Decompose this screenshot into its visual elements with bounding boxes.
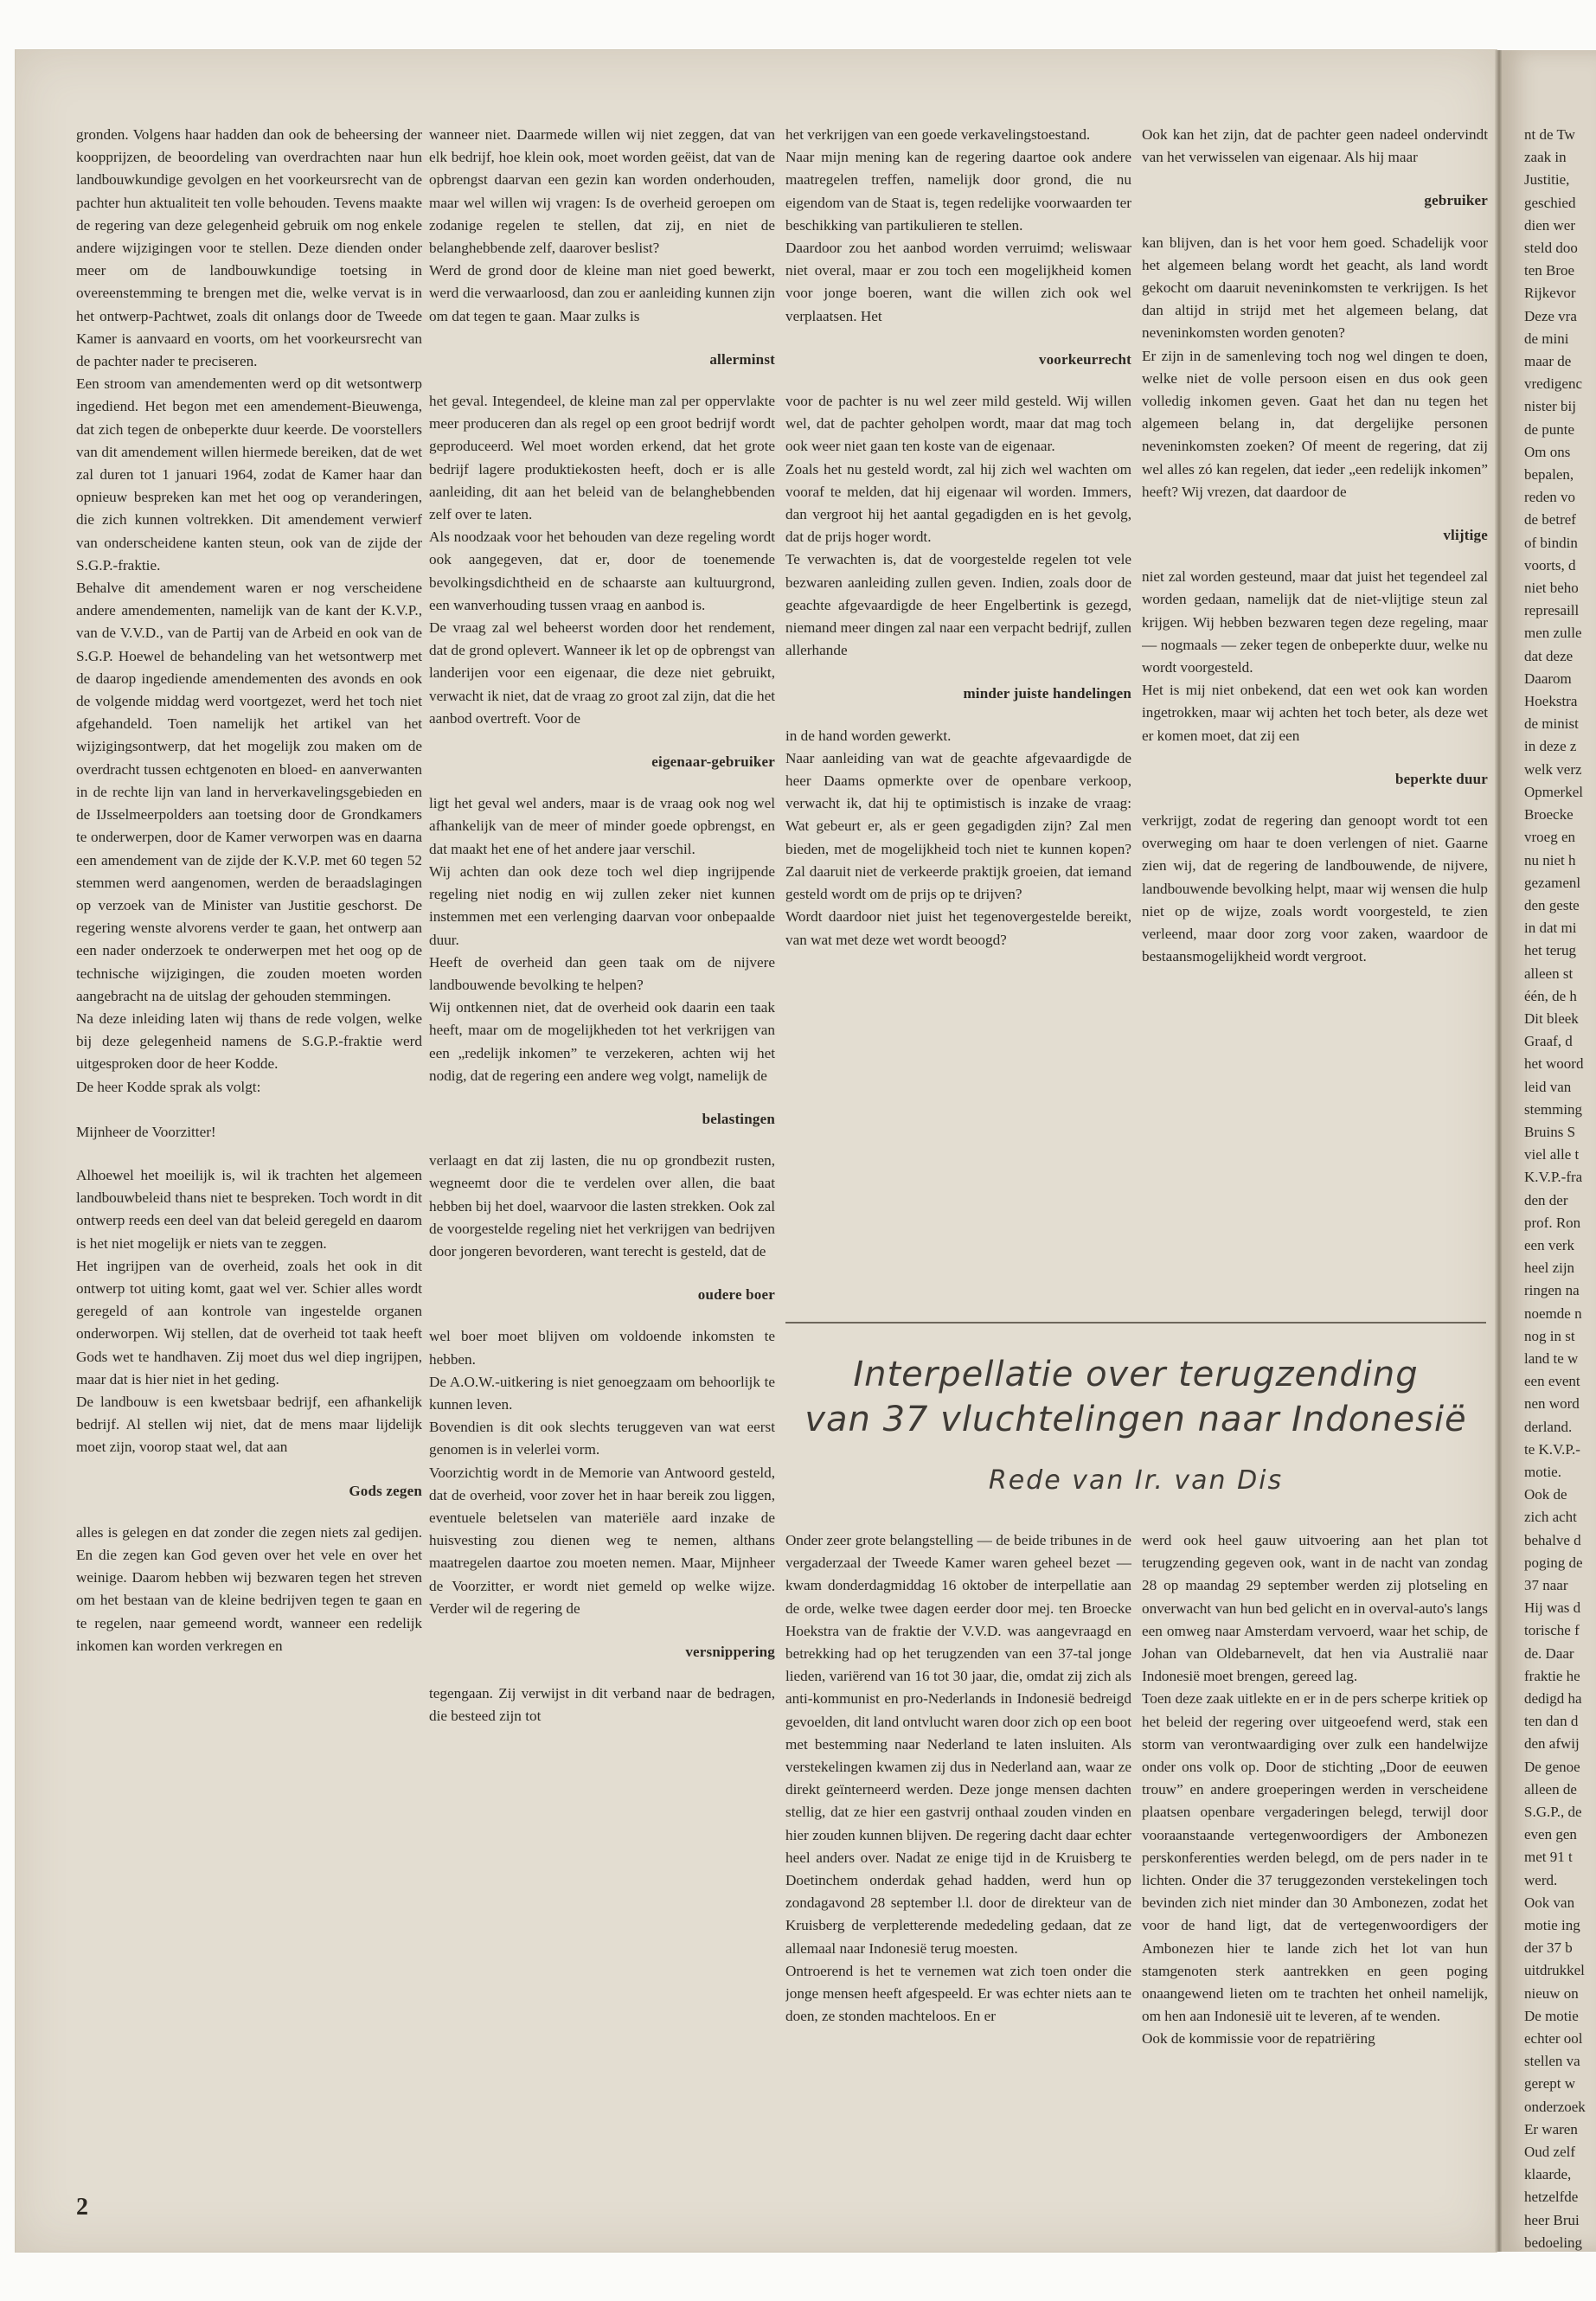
subheading: oudere boer <box>697 1286 775 1304</box>
paragraph: Naar mijn mening kan de regering daartoe ook andere maatregelen treffen, namelijk door grond, die nu eigendom van de Staat is, tegen redelijke voorwaarden ter beschikking van partikulieren te stellen. <box>785 149 1131 234</box>
adjacent-page-edge <box>1502 50 1596 2252</box>
paragraph: Een stroom van amendementen werd op dit wetsontwerp ingediend. Het begon met een amendement-Bieuwenga, dat zich tegen de onbeperkte duur keerde. De voorstellers van dit amendement willen hiermede bereiken, dat de wet zal duren tot 1 januari 1964, zodat de Kamer haar dan opnieuw bespreken kan met het oog op veranderingen, die zich kunnen voltrekken. Dit amendement verwierf van onderscheidene kanten steun, ook van de zijde der S.G.P.-fraktie. <box>76 375 422 574</box>
paragraph: voor de pachter is nu wel zeer mild gesteld. Wij willen wel, dat de pachter geholpen wordt, maar dat mag toch ook weer niet gaan ten koste van de eigenaar. <box>785 393 1131 455</box>
paragraph: Onder zeer grote belangstelling — de beide tribunes in de vergaderzaal der Tweede Kamer waren geheel bezet — kwam donderdagmiddag 16 oktober de interpellatie aan de orde, welke twee dagen eerder door mej. ten Broecke Hoekstra van de fraktie der V.V.D. was aangevraagd en betrekking had op het terugzenden van een 37-tal jonge lieden, variërend van 16 tot 30 jaar, die, omdat zij zich als anti-kommunist en pro-Nederlands in Indonesië bedreigd gevoelden, dit land ontvlucht waren door zich op een boot met bestemming naar Nederland te laten insluiten. Als verstekelingen kwamen zij dus in Nederland aan, waar ze direkt geïnterneerd werden. Deze jonge mensen dachten stellig, dat ze hier een gastvrij onthaal zouden vinden en hier zouden kunnen blijven. De regering dacht daar echter heel anders over. Nadat ze enige tijd in de Kruisberg te Doetinchem onderdak gehad hadden, werd hun op zondagavond 28 september l.l. door de direkteur van de Kruisberg de verpletterende mededeling gedaan, dat ze allemaal naar Indonesië terug moesten. <box>785 1532 1131 1957</box>
subheading: belastingen <box>702 1110 775 1127</box>
paragraph: Ontroerend is het te vernemen wat zich toen onder die jonge mensen heeft afgespeeld. Er was echter niets aan te doen, ze stonden machteloos. En er <box>785 1962 1131 2025</box>
paragraph: Als noodzaak voor het behouden van deze regeling wordt ook aangegeven, dat er, door de toenemende bevolkingsdichtheid en de schaarste aan kultuurgrond, een wanverhouding tussen vraag en aanbod is. <box>429 529 775 613</box>
article-divider <box>785 1322 1486 1324</box>
headline-line-2: van 37 vluchtelingen naar Indonesië <box>804 1400 1467 1439</box>
page-number: 2 <box>76 2194 88 2221</box>
paragraph: in de hand worden gewerkt. <box>785 727 952 744</box>
paragraph: Te verwachten is, dat de voorgestelde regelen tot vele bezwaren aanleiding zullen geven. Indien, zoals door de geachte afgevaardigde de heer Engelbertink is gezegd, niemand meer dingen zal naar een verpacht bedrijf, zullen allerhande <box>785 551 1131 659</box>
paragraph: Daardoor zou het aanbod worden verruimd; weliswaar niet overal, maar er zou toch een mogelijkheid komen voor jonge boeren, want die willen zich ook wel verplaatsen. Het <box>785 240 1131 324</box>
paragraph: Behalve dit amendement waren er nog verscheidene andere amendementen, namelijk van de kant der K.V.P., van de V.V.D., van de Partij van de Arbeid en ook van de S.G.P. Hoewel de behandeling van het wetsontwerp met de daarop ingediende amendementen des avonds en ook de volgende middag werd voortgezet, werd het toch niet afgehandeld. Toen namelijk het artikel van het wijzigingsontwerp, dat het mogelijk zou maken om de overdracht tussen echtgenoten en bloed- en aanverwanten in de rechte lijn van land in herverkavelingsgebieden en de IJsselmeerpolders aan toetsing door de Grondkamers te onderwerpen, door de Kamer verworpen was en daarna een amendement van de zijde der K.V.P. met 60 tegen 52 stemmen werd aangenomen, werden de beraadslagingen op verzoek van de Minister van Justitie geschorst. De regering wenste alvorens verder te gaan, het ontwerp aan een nader onderzoek te onderwerpen met het oog op de technische wijzigingen, die zouden moeten worden aangebracht na de uitslag der gehouden stemmingen. <box>76 580 422 1004</box>
column-2 <box>429 124 775 2191</box>
paragraph: kan blijven, dan is het voor hem goed. Schadelijk voor het algemeen belang wordt het geacht, als land wordt gekocht om daaruit neveninkomsten te verkrijgen. Is het dan altijd in strijd met het algemeen belang, dat neveninkomsten worden genoten? <box>1142 234 1488 342</box>
paragraph: Heeft de overheid dan geen taak om de nijvere landbouwende bevolking te helpen? <box>429 953 775 993</box>
paragraph: Toen deze zaak uitlekte en er in de pers scherpe kritiek op het beleid der regering over uitgeoefend werd, stak een storm van verontwaardiging over zulk een handelwijze onder ons volk op. Door de stichting „Door de eeuwen trouw” en andere groeperingen werden in verscheidene plaatsen openbare vergaderingen belegd, terwijl door vooraanstaande vertegenwoordigers der Ambonezen perskonferenties werden belegd, om de pers nader in te lichten. Onder die 37 teruggezonden verstekelingen toch bevinden zich niet minder dan 30 Ambonezen, zodat het voor de hand ligt, dat de vertegenwoordigers der Ambonezen hier te lande zich het lot van hun stamgenoten sterk aantrekken en geen poging onaangewend lieten om te trachten het onheil namelijk, om hen aan Indonesië uit te leveren, af te wenden. <box>1142 1690 1488 2025</box>
subheading: gebruiker <box>1424 192 1488 209</box>
headline-line-1: Interpellatie over terugzending <box>853 1355 1419 1394</box>
paragraph: tegengaan. Zij verwijst in dit verband naar de bedragen, die besteed zijn tot <box>429 1685 775 1725</box>
paragraph: Bovendien is dit ook slechts teruggeven van wat eerst genomen is in velerlei vorm. <box>429 1419 775 1458</box>
subheading: eigenaar-gebruiker <box>651 753 775 771</box>
subheading: minder juiste handelingen <box>963 685 1131 702</box>
subheading: versnippering <box>685 1643 775 1660</box>
column-4-top <box>1142 124 1488 1183</box>
paragraph: Wordt daardoor niet juist het tegenovergestelde bereikt, van wat met deze wet wordt beoogd? <box>785 908 1131 948</box>
paragraph: Het is mij niet onbekend, dat een wet ook kan worden ingetrokken, maar wij achten het toch beter, als deze wet er komen moet, dat zij een <box>1142 682 1488 744</box>
paragraph: Zoals het nu gesteld wordt, zal hij zich wel wachten om vooraf te melden, dat hij eigenaar wil worden. Immers, dan vergroot hij het aantal gegadigden en is het gevolg, dat de prijs hoger wordt. <box>785 460 1131 546</box>
paragraph: Wij ontkennen niet, dat de overheid ook daarin een taak heeft, maar om de mogelijkheden tot het verkrijgen van een „redelijk inkomen” te verzekeren, achten wij het nodig, dat de regering een andere weg volgt, namelijk de <box>429 999 775 1084</box>
paragraph: Voorzichtig wordt in de Memorie van Antwoord gesteld, dat de overheid, voor zover het in haar bereik zou liggen, eventuele beletselen van materiële aard inzake de huisvesting zou dienen weg te nemen, althans maatregelen daartoe zou moeten nemen. Maar, Mijnheer de Voorzitter, er wordt niet gemeld op welke wijze. Verder wil de regering de <box>429 1464 775 1617</box>
paragraph: het verkrijgen van een goede verkavelingstoestand. <box>785 126 1091 143</box>
subheading: Gods zegen <box>349 1482 422 1499</box>
paragraph: De heer Kodde sprak als volgt: <box>76 1078 261 1095</box>
paragraph: Wij achten dan ook deze toch wel diep ingrijpende regeling niet nodig en wij zullen zeker niet kunnen instemmen met een verlenging daarvan voor onbepaalde duur. <box>429 862 775 948</box>
paragraph: Het ingrijpen van de overheid, zoals het ook in dit ontwerp tot uiting komt, gaat wel ver. Schier alles wordt geregeld of aan kontrole van ingestelde organen onderworpen. Wij stellen, dat de overheid tot taak heeft Gods wet te handhaven. Zij moet dus wel diep ingrijpen, maar dat is hier niet in het geding. <box>76 1257 422 1388</box>
paragraph: verkrijgt, zodat de regering dan genoopt wordt tot een overweging om haar te doen verlengen of niet. Gaarne zien wij, dat de regering de landbouwende, de nijvere, landbouwende bevolking helpt, maar wij wensen die hulp niet op de wijze, zoals wordt voorgesteld, te zien verleend, maar door zorg voor zaken, waardoor de bestaansmogelijkheid wordt vergroot. <box>1142 812 1488 965</box>
paragraph: wanneer niet. Daarmede willen wij niet zeggen, dat van elk bedrijf, hoe klein ook, moet worden geëist, dat van de opbrengst daarvan een gezin kan worden onderhouden, maar wel willen wij vragen: Is de overheid geroepen om zodanige regelen te stellen, dat zij, en niet de belanghebbende zelf, daarover beslist? <box>429 126 775 257</box>
paragraph: ligt het geval wel anders, maar is de vraag ook nog wel afhankelijk van de meer of minder goede opbrengst, en dat maakt het ene of het andere jaar verschil. <box>429 795 775 857</box>
paragraph: wel boer moet blijven om voldoende inkomsten te hebben. <box>429 1328 775 1368</box>
subheading: voorkeurrecht <box>1038 350 1131 368</box>
adjacent-page-text: nt de Tw zaak in Justitie, geschied dien wer steld doo ten Broe Rijkevor Deze vra de mini maar de vredigenc nister bij de punte Om ons bepalen, reden vo de betref of bindin voorts, d niet beho represaill men zulle dat deze Daarom Hoekstra de minist in deze z welk verz Opmerkel Broecke vroeg en nu niet h gezamenl den geste in dat mi het terug alleen st één, de h Dit bleek Graaf, d het woord leid van stemming Bruins S viel alle t K.V.P.-fra den der prof. Ron een verk heel zijn ringen na noemde n nog in st land te w een event nen word derland. te K.V.P.- motie. Ook de zich acht behalve d poging de 37 naar Hij was d torische f de. Daar fraktie he dedigd ha ten dan d den afwij De genoe alleen de S.G.P., de even gen met 91 t werd. Ook van motie ing der 37 b uitdrukkel nieuw on De motie echter ool stellen va gerept w onderzoek Er waren Oud zelf klaarde, hetzelfde heer Brui bedoeling <box>1524 126 1586 2251</box>
newspaper-page <box>16 50 1497 2252</box>
paragraph: gronden. Volgens haar hadden dan ook de beheersing der koopprijzen, de beoordeling van overdrachten naar hun landbouwkundige gevolgen en het voorkeursrecht van de pachter hun aktualiteit ten volle behouden. Tevens maakte de regering van deze gelegenheid gebruik om nog enkele andere wijzigingen voor te stellen. Deze dienden onder meer om de landbouwkundige toetsing in overeenstemming te brengen met die, welke vervat is in het ontwerp-Pachtwet, zoals dit onlangs door de Tweede Kamer is aanvaard en voorts, om het voorkeursrecht van de pachter nader te preciseren. <box>76 126 422 370</box>
article-headline <box>785 1352 1486 1442</box>
paragraph: De A.O.W.-uitkering is niet genoegzaam om behoorlijk te kunnen leven. <box>429 1373 775 1413</box>
paragraph: De landbouw is een kwetsbaar bedrijf, een afhankelijk bedrijf. Al stellen wij niet, dat de mens maar lijdelijk moet zijn, voorop staat wel, dat aan <box>76 1393 422 1456</box>
paragraph: het geval. Integendeel, de kleine man zal per oppervlakte meer produceren dan als regel op een groot bedrijf wordt geproduceerd. Wel moet worden erkend, dat het grote bedrijf lagere produktiekosten heeft, doch er is alle aanleiding, dit aan het beleid van de belanghebbenden zelf over te laten. <box>429 393 775 523</box>
paragraph: De vraag zal wel beheerst worden door het rendement, dat de grond oplevert. Wanneer ik let op de opbrengst van landerijen voor een eigenaar, die deze niet gebruikt, verwacht ik niet, dat de vraag zo groot zal zijn, dat die het aanbod overtreft. Voor de <box>429 619 775 727</box>
paragraph: werd ook heel gauw uitvoering aan het plan tot terugzending gegeven ook, want in de nacht van zondag 28 op maandag 29 september werden zij plotseling en onverwacht van hun bed gelicht en in overval-auto's langs een omweg naar Amsterdam vervoerd, waar het schip, de Johan van Oldebarnevelt, dat hen via Australië naar Indonesië moet brengen, gereed lag. <box>1142 1532 1488 1685</box>
subheading: vlijtige <box>1443 527 1488 544</box>
subheading: beperkte duur <box>1395 770 1488 787</box>
paragraph: Ook kan het zijn, dat de pachter geen nadeel ondervindt van het verwisselen van eigenaar. Als hij maar <box>1142 126 1488 166</box>
paragraph: alles is gelegen en dat zonder die zegen niets zal gedijen. En die zegen kan God geven over het vele en over het weinige. Daarom hebben wij bezwaren tegen het streven om het bestaan van de kleine bedrijven tegen te gaan en te regelen, naar gemeend wordt, wanneer een redelijk inkomen kan worden verkregen en <box>76 1523 422 1654</box>
column-4-bottom <box>1142 1529 1488 2191</box>
salutation: Mijnheer de Voorzitter! <box>76 1123 216 1140</box>
paragraph: Er zijn in de samenleving toch nog wel dingen te doen, welke niet de volle persoon eisen en dus ook geen volledig inkomen geven. Gaat het dan nu tegen het algemeen belang in, dat dergelijke personen neveninkomsten zoeken? Of meent de regering, dat zij wel alles zó kan regelen, dat ieder „een redelijk inkomen” heeft? Wij vrezen, dat daardoor de <box>1142 347 1488 500</box>
paragraph: Alhoewel het moeilijk is, wil ik trachten het algemeen landbouwbeleid thans niet te bespreken. Toch wordt in dit ontwerp reeds een deel van dat beleid geregeld en daarom is het niet mogelijk er niets van te zeggen. <box>76 1166 422 1252</box>
paragraph: verlaagt en dat zij lasten, die nu op grondbezit rusten, wegneemt door die te verdelen over allen, die baat hebben bij het doel, waarvoor die lasten strekken. Ook zal de voorgestelde regeling niet het verkrijgen van bedrijven door jongeren bevorderen, want terecht is gesteld, dat de <box>429 1152 775 1259</box>
subheading: allerminst <box>709 350 775 368</box>
paragraph: Ook de kommissie voor de repatriëring <box>1142 2030 1375 2048</box>
paragraph: niet zal worden gesteund, maar dat juist het tegendeel zal worden gedaan, namelijk dat de niet-vlijtige steun zal krijgen. Wij hebben bezwaren tegen deze regeling, maar — nogmaals — zeker tegen de onbeperkte duur, welke nu wordt voorgesteld. <box>1142 568 1488 676</box>
article-byline: Rede van Ir. van Dis <box>988 1465 1284 1496</box>
column-3-top <box>785 124 1131 1183</box>
paragraph: Na deze inleiding laten wij thans de rede volgen, welke bij deze gelegenheid namens de S.G.P.-fraktie werd uitgesproken door de heer Kodde. <box>76 1009 422 1073</box>
column-1 <box>76 124 422 2191</box>
paragraph: Naar aanleiding van wat de geachte afgevaardigde de heer Daams opmerkte over de openbare verkoop, verwacht ik, dat hij te optimistisch is inzake de vraag: Wat gebeurt er, als er geen gegadigden zijn? Zal men bieden, met de mogelijkheid toch niet te kunnen kopen? Zal daaruit niet de verkeerde praktijk groeien, dat iemand gesteld wordt om de prijs op te drijven? <box>785 749 1131 903</box>
paragraph: Werd de grond door de kleine man niet goed bewerkt, werd die verwaarloosd, dan zou er aanleiding kunnen zijn om dat tegen te gaan. Maar zulks is <box>429 262 775 324</box>
column-3-bottom <box>785 1529 1131 2191</box>
